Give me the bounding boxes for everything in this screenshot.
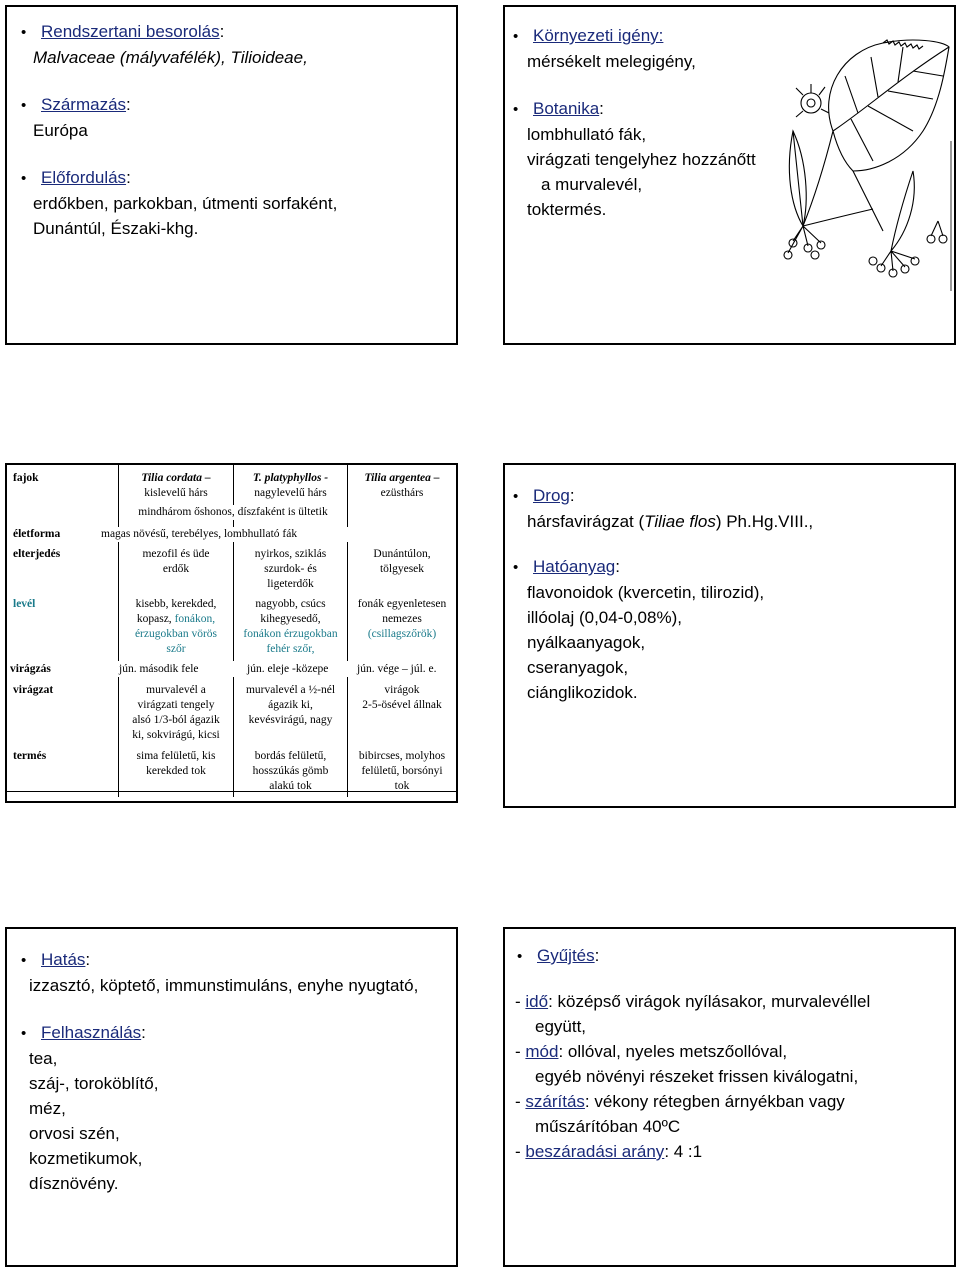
collection-label: Gyűjtés — [537, 946, 595, 965]
flowering-1: jún. második fele — [119, 663, 199, 675]
bullet-icon: • — [21, 24, 27, 41]
botany-line: virágzati tengelyhez hozzánőtt — [527, 150, 756, 169]
fruit-1: kerekded tok — [146, 765, 206, 777]
inflorescence-2: murvalevél a ½-nél — [245, 684, 336, 696]
inflorescence-3: virágok — [384, 684, 420, 696]
inflorescence-1: alsó 1/3-ból ágazik — [132, 714, 220, 726]
row-header-distribution: elterjedés — [13, 548, 61, 560]
distribution-3: tölgyesek — [379, 563, 425, 575]
bullet-icon: • — [513, 28, 519, 45]
leaf-2: fonákon érzugokban — [243, 628, 338, 640]
occurrence-label: Előfordulás — [41, 168, 127, 187]
row-header-lifeform: életforma — [13, 528, 61, 540]
row-header-leaf: levél — [13, 598, 36, 610]
row-header-fruit: termés — [13, 750, 47, 762]
inflorescence-1: murvalevél a — [146, 684, 206, 696]
inflorescence-3: 2-5-ösével állnak — [362, 699, 442, 711]
drying-label: szárítás — [525, 1092, 585, 1111]
fruit-2: alakú tok — [269, 780, 312, 792]
method-value: egyéb növényi részeket frissen kiválogatni, — [535, 1067, 859, 1086]
species-2-name: T. platyphyllos - — [252, 472, 329, 484]
linden-illustration — [763, 21, 953, 291]
environment-label: Környezeti igény: — [533, 26, 664, 45]
usage-item: tea, — [29, 1049, 58, 1068]
leaf-3: fonák egyenletesen — [357, 598, 447, 610]
active-ingredient: flavonoidok (kvercetin, tilirozid), — [527, 583, 765, 602]
botany-line: lombhullató fák, — [527, 125, 647, 144]
flowering-2: jún. eleje -közepe — [247, 663, 329, 675]
environment-value: mérsékelt melegigény, — [527, 52, 696, 71]
active-ingredient: cseranyagok, — [527, 658, 629, 677]
leaf-1: kisebb, kerekded, — [135, 598, 217, 610]
active-ingredient: ciánglikozidok. — [527, 683, 638, 702]
slide-drug: • Drog: hársfavirágzat (Tiliae flos) Ph.Hg.VIII., • Hatóanyag: flavonoidok (kvercetin, tilirozid), illóolaj (0,04-0,08%), nyálkaanyagok, cseranyagok, ciánglikozidok. — [503, 463, 956, 808]
time-value: együtt, — [535, 1017, 587, 1036]
fruit-2: hosszúkás gömb — [252, 765, 329, 777]
fruit-3: felületű, borsónyi — [361, 765, 443, 777]
occurrence-line: erdőkben, parkokban, útmenti sorfaként, — [33, 194, 338, 213]
slide-effects: • Hatás: izzasztó, köptető, immunstimuláns, enyhe nyugtató, • Felhasználás: tea, száj-, toroköblítő, méz, orvosi szén, kozmetikumok, dísznövény. — [5, 927, 458, 1267]
flowering-3: jún. vége – júl. e. — [357, 663, 437, 675]
leaf-1: érzugokban vörös — [134, 628, 218, 640]
inflorescence-2: ágazik ki, — [268, 699, 313, 711]
active-ingredient: nyálkaanyagok, — [527, 633, 646, 652]
usage-item: dísznövény. — [29, 1174, 119, 1193]
bullet-icon: • — [21, 1025, 27, 1042]
distribution-2: szurdok- és — [264, 563, 317, 575]
fruit-3: bibircses, molyhos — [358, 750, 446, 762]
leaf-3: nemezes — [382, 613, 422, 625]
inflorescence-2: kevésvirágú, nagy — [248, 714, 333, 726]
botany-label: Botanika — [533, 99, 600, 118]
slide-classification: • Rendszertani besorolás: Malvaceae (mályvafélék), Tilioideae, • Származás: Európa • Előfordulás: erdőkben, parkokban, útmenti sorfaként, Dunántúl, Északi-khg. — [5, 5, 458, 345]
slide-species-table — [5, 463, 458, 803]
usage-item: kozmetikumok, — [29, 1149, 143, 1168]
species-table — [7, 465, 456, 801]
bullet-icon: • — [517, 948, 523, 965]
usage-label: Felhasználás — [41, 1023, 142, 1042]
inflorescence-1: virágzati tengely — [137, 699, 215, 711]
origin-label: Származás — [41, 95, 127, 114]
common-native-note: mindhárom őshonos, díszfaként is ültetik — [119, 505, 347, 520]
classification-label: Rendszertani besorolás — [41, 22, 220, 41]
botany-line: a murvalevél, — [541, 175, 643, 194]
effect-value: izzasztó, köptető, immunstimuláns, enyhe nyugtató, — [29, 976, 419, 995]
drying-value: : vékony rétegben árnyékban vagy — [584, 1092, 845, 1111]
drying-ratio-label: beszáradási arány — [525, 1142, 665, 1161]
bullet-icon: • — [21, 97, 27, 114]
species-3-common: ezüsthárs — [380, 487, 424, 499]
lifeform-value: magas növésű, terebélyes, lombhullató fák — [101, 527, 351, 542]
leaf-1: szőr — [166, 643, 186, 655]
drug-pharmacopoeia: ) Ph.Hg.VIII., — [715, 512, 814, 531]
bullet-icon: • — [513, 559, 519, 576]
leaf-3: (csillagszőrök) — [367, 628, 437, 640]
drug-value: hársfavirágzat ( — [527, 512, 645, 531]
active-ingredient: illóolaj (0,04-0,08%), — [527, 608, 682, 627]
fruit-3: tok — [394, 780, 410, 792]
slide-botany: • Környezeti igény: mérsékelt melegigény, • Botanika: lombhullató fák, virágzati tengelyhez hozzánőtt a murvalevél, toktermés. — [503, 5, 956, 345]
method-value: : ollóval, nyeles metszőollóval, — [558, 1042, 788, 1061]
row-header-inflorescence: virágzat — [13, 684, 54, 696]
leaf-1: fonákon, — [174, 613, 216, 625]
drying-ratio-value: : 4 :1 — [664, 1142, 703, 1161]
drug-label: Drog — [533, 486, 570, 505]
leaf-2: kihegyesedő, — [260, 613, 321, 625]
bullet-icon: • — [513, 488, 519, 505]
distribution-2: nyirkos, sziklás — [254, 548, 327, 560]
bullet-icon: • — [21, 170, 27, 187]
fruit-1: sima felületű, kis — [136, 750, 216, 762]
leaf-1: kopasz, — [136, 613, 175, 625]
distribution-3: Dunántúlon, — [373, 548, 431, 560]
row-header-flowering: virágzás — [10, 663, 51, 675]
leaf-2: nagyobb, csúcs — [255, 598, 326, 610]
occurrence-line: Dunántúl, Északi-khg. — [33, 219, 199, 238]
active-ingredients-label: Hatóanyag — [533, 557, 616, 576]
drug-latin-name: Tiliae flos — [644, 512, 716, 531]
time-label: idő — [525, 992, 549, 1011]
bullet-icon: • — [513, 101, 519, 118]
distribution-2: ligeterdők — [267, 578, 314, 590]
usage-item: orvosi szén, — [29, 1124, 120, 1143]
row-header-species: fajok — [13, 472, 39, 484]
drying-value: műszárítóban 40ºC — [535, 1117, 681, 1136]
inflorescence-1: ki, sokvirágú, kicsi — [132, 729, 220, 741]
leaf-2: fehér szőr, — [266, 643, 315, 655]
species-2-common: nagylevelű hárs — [254, 487, 327, 499]
time-value: : középső virágok nyílásakor, murvalevéllel — [548, 992, 871, 1011]
distribution-1: mezofil és üde — [142, 548, 210, 560]
usage-item: száj-, toroköblítő, — [29, 1074, 159, 1093]
distribution-1: erdők — [162, 563, 190, 575]
effect-label: Hatás — [41, 950, 86, 969]
species-1-common: kislevelű hárs — [144, 487, 208, 499]
species-1-name: Tilia cordata – — [141, 472, 211, 484]
bullet-icon: • — [21, 952, 27, 969]
usage-item: méz, — [29, 1099, 66, 1118]
fruit-2: bordás felületű, — [254, 750, 327, 762]
species-3-name: Tilia argentea – — [364, 472, 440, 484]
origin-value: Európa — [33, 121, 88, 140]
botany-line: toktermés. — [527, 200, 607, 219]
method-label: mód — [525, 1042, 559, 1061]
slide-collection: • Gyűjtés: - idő: középső virágok nyílásakor, murvalevéllel együtt, - mód: ollóval, nyeles metszőollóval, egyéb növényi részeket frissen kiválogatni, - szárítás: vékony rétegben árnyékban vagy műszárítóban 40ºC - beszáradási arány: 4 :1 — [503, 927, 956, 1267]
classification-value: Malvaceae (mályvafélék), Tilioideae, — [33, 48, 308, 67]
